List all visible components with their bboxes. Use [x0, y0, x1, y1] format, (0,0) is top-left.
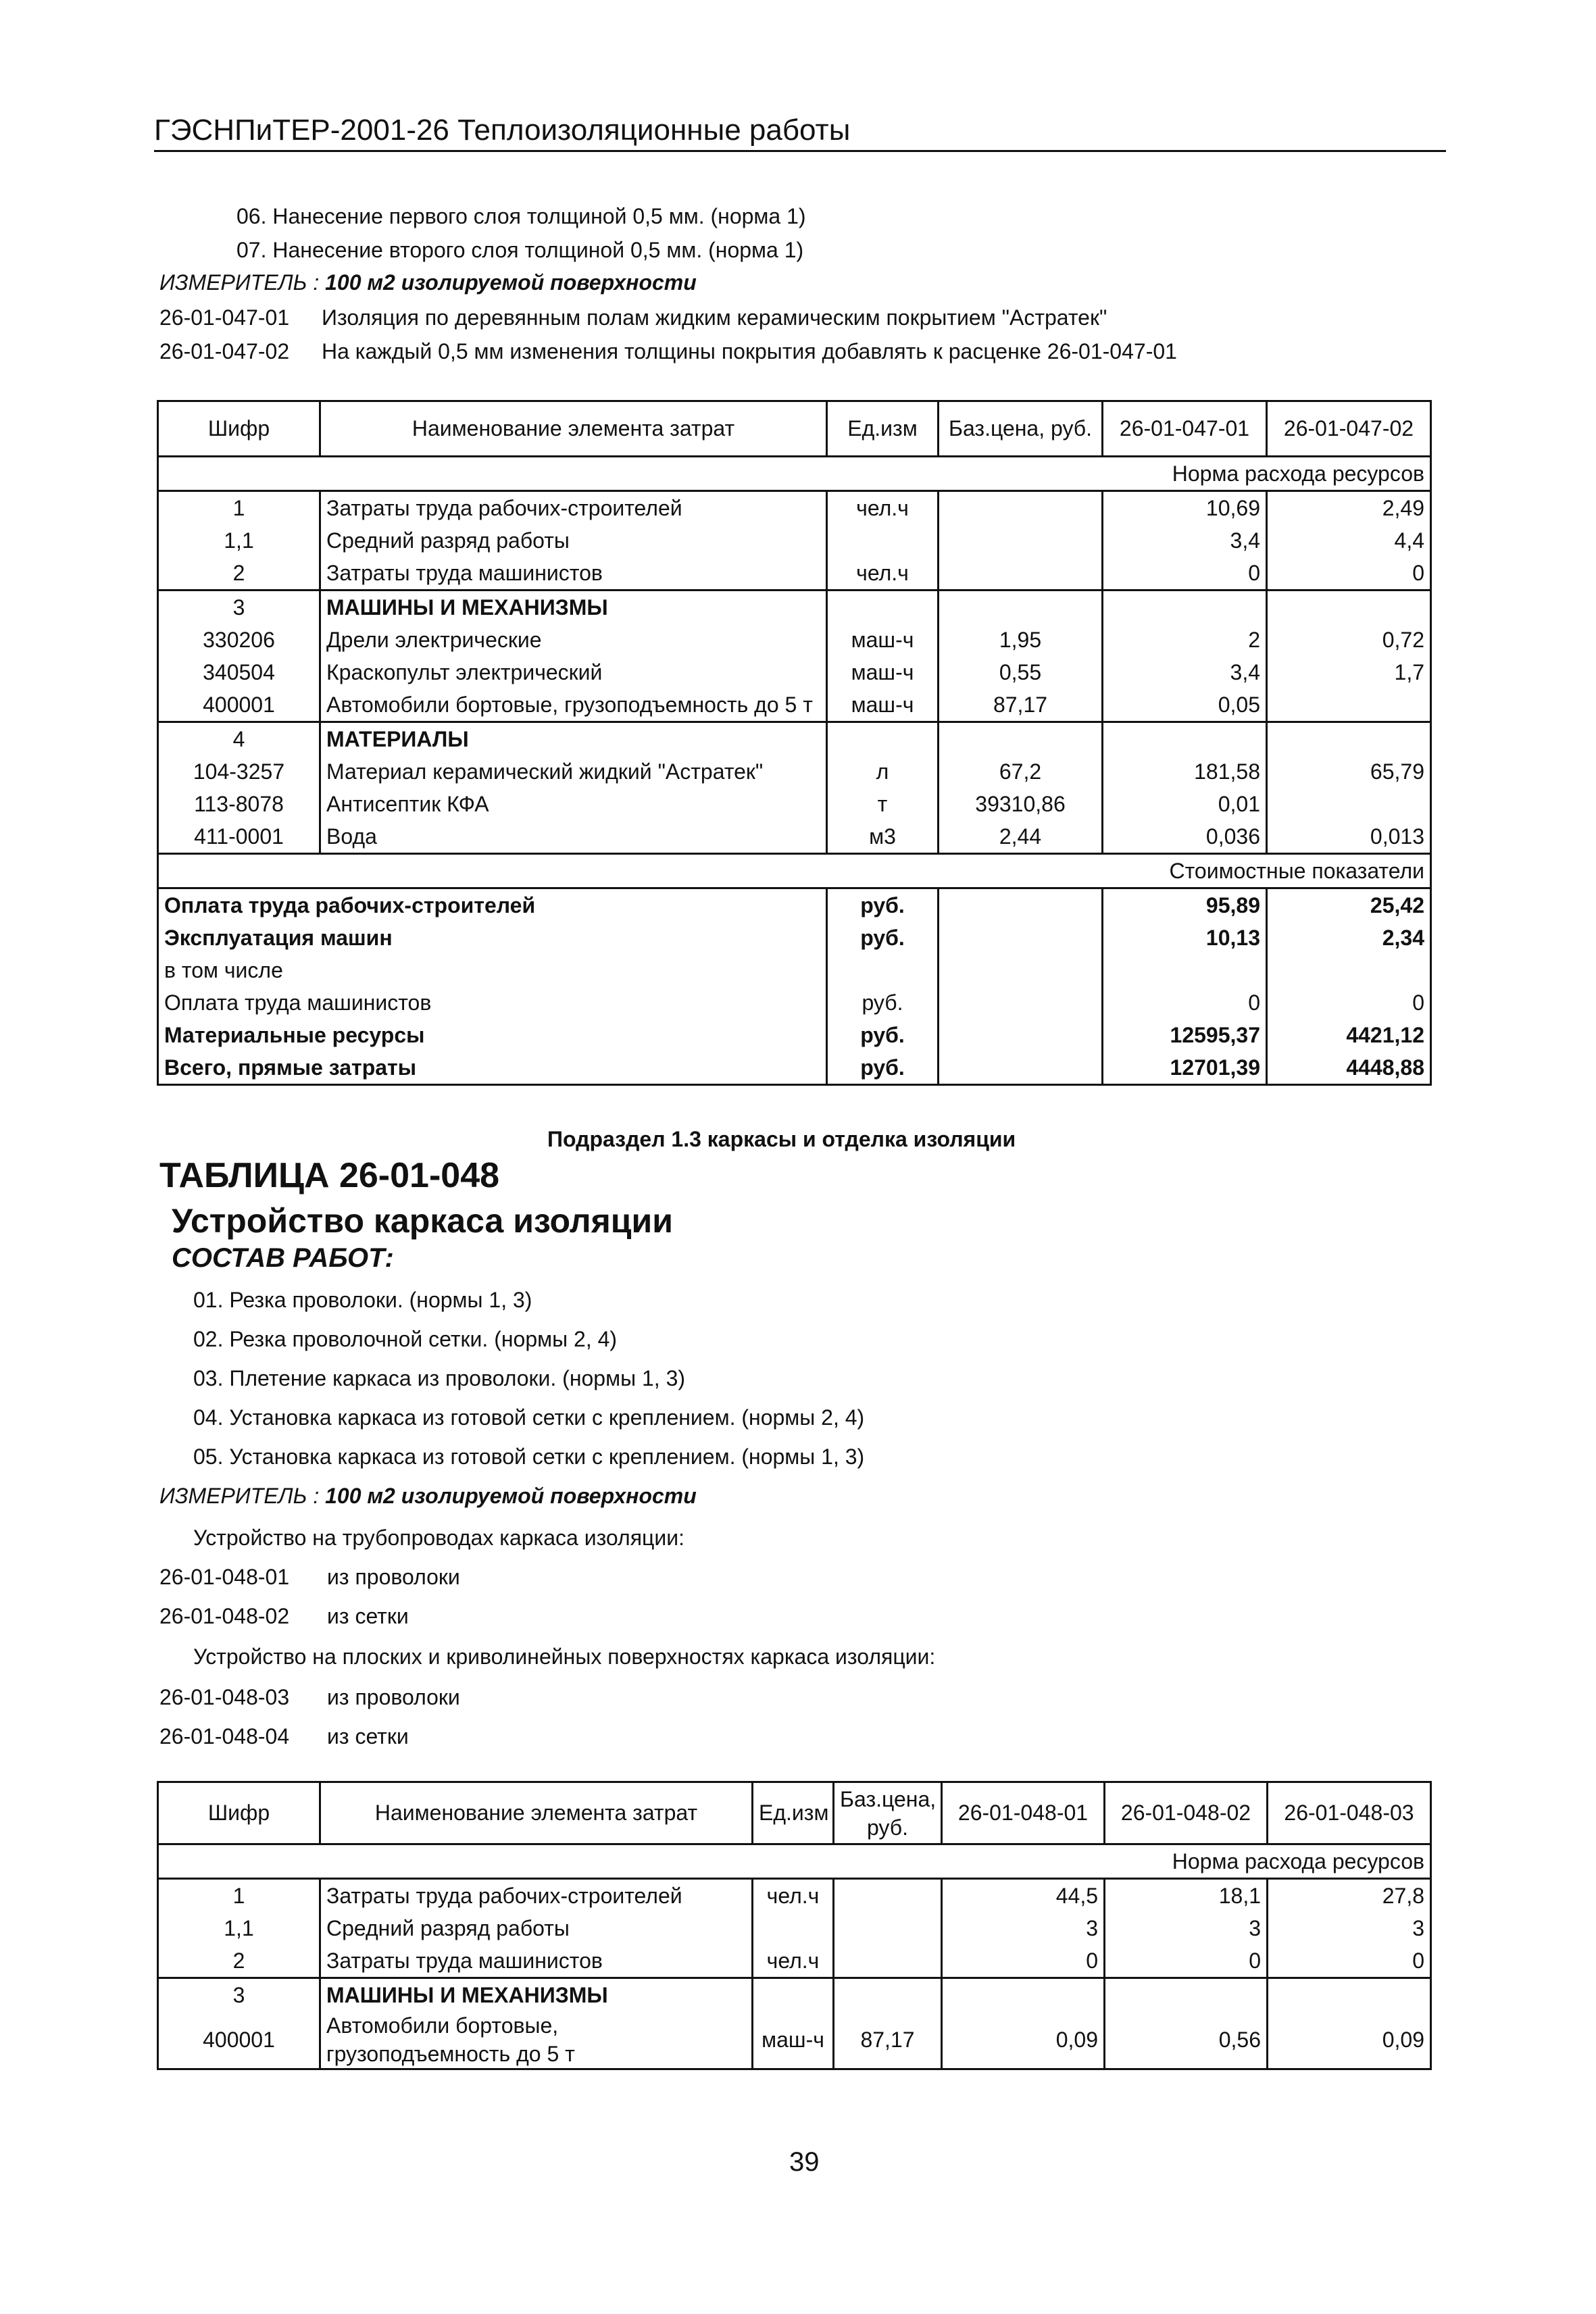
- cost-unit: руб.: [827, 1051, 939, 1085]
- cost-value-1: 10,13: [1103, 922, 1267, 954]
- measure-label: ИЗМЕРИТЕЛЬ :: [159, 270, 320, 295]
- row-value-2: 18,1: [1105, 1879, 1268, 1913]
- cost-unit: руб.: [827, 986, 939, 1019]
- col-header-unit: Ед.изм: [753, 1782, 834, 1844]
- cost-value-2: 25,42: [1267, 888, 1431, 922]
- row-value-1: 0,09: [942, 2011, 1105, 2069]
- table-row: [158, 624, 1431, 656]
- cost-name: в том числе: [158, 954, 827, 986]
- row-value-1: 0,05: [1103, 688, 1267, 722]
- cost-empty: [939, 1051, 1103, 1085]
- cost-unit: руб.: [827, 888, 939, 922]
- row-code: 2: [158, 1944, 320, 1978]
- row-name: МАШИНЫ И МЕХАНИЗМЫ: [320, 1978, 753, 2012]
- row-value-1: 0,036: [1103, 820, 1267, 854]
- col-header-code: Шифр: [158, 1782, 320, 1844]
- row-name: Затраты труда машинистов: [320, 557, 827, 590]
- row-price: [834, 1944, 942, 1978]
- cost-value-1: 12595,37: [1103, 1019, 1267, 1051]
- page-header-title: ГЭСНПиТЕР-2001-26 Теплоизоляционные работы: [154, 114, 851, 147]
- cost-empty: [939, 1019, 1103, 1051]
- col-header-norm-3: 26-01-048-03: [1268, 1782, 1431, 1844]
- cost-empty: [939, 986, 1103, 1019]
- table-row: [158, 524, 1431, 557]
- row-price: 0,55: [939, 656, 1103, 688]
- row-name: МАШИНЫ И МЕХАНИЗМЫ: [320, 590, 827, 624]
- table-row: [158, 2011, 1431, 2069]
- row-name: Автомобили бортовые, грузоподъемность до 5 т: [320, 2011, 753, 2069]
- work-item: 06. Нанесение первого слоя толщиной 0,5 мм. (норма 1): [236, 204, 806, 228]
- row-value-2: [1105, 1978, 1268, 2012]
- cost-value-2: [1267, 954, 1431, 986]
- row-unit: т: [827, 788, 939, 820]
- row-unit: чел.ч: [827, 491, 939, 525]
- row-name: Антисептик КФА: [320, 788, 827, 820]
- row-name: Затраты труда машинистов: [320, 1944, 753, 1978]
- row-code: 104-3257: [158, 755, 320, 788]
- row-price: [939, 722, 1103, 756]
- row-price: [939, 491, 1103, 525]
- row-value-2: 0,72: [1267, 624, 1431, 656]
- measure-value: 100 м2 изолируемой поверхности: [325, 1484, 697, 1508]
- work-item: 03. Плетение каркаса из проволоки. (нормы 1, 3): [193, 1366, 686, 1390]
- flat-label: Устройство на плоских и криволинейных поверхностях каркаса изоляции:: [193, 1644, 936, 1669]
- col-header-norm-1: 26-01-048-01: [942, 1782, 1105, 1844]
- row-price: [939, 590, 1103, 624]
- row-unit: [827, 590, 939, 624]
- col-header-norm-2: 26-01-048-02: [1105, 1782, 1268, 1844]
- norm-label-row: Норма расхода ресурсов: [158, 1844, 1431, 1879]
- row-name: Средний разряд работы: [320, 1912, 753, 1944]
- cost-name: Всего, прямые затраты: [158, 1051, 827, 1085]
- row-name: Затраты труда рабочих-строителей: [320, 1879, 753, 1913]
- row-value-1: [1103, 722, 1267, 756]
- section-heading: Устройство каркаса изоляции: [172, 1202, 673, 1240]
- row-price: 2,44: [939, 820, 1103, 854]
- row-value-1: 2: [1103, 624, 1267, 656]
- header-rule: [154, 150, 1446, 152]
- pipes-label: Устройство на трубопроводах каркаса изоляции:: [193, 1526, 684, 1550]
- work-item: 02. Резка проволочной сетки. (нормы 2, 4): [193, 1327, 618, 1351]
- cost-value-1: 12701,39: [1103, 1051, 1267, 1085]
- code: 26-01-048-01: [159, 1565, 290, 1589]
- row-price: 87,17: [939, 688, 1103, 722]
- row-value-2: [1267, 688, 1431, 722]
- cost-value-2: 4421,12: [1267, 1019, 1431, 1051]
- cost-row: [158, 954, 1431, 986]
- row-unit: [827, 524, 939, 557]
- subsection-title: Подраздел 1.3 каркасы и отделка изоляции: [547, 1127, 1016, 1151]
- row-value-3: 0,09: [1268, 2011, 1431, 2069]
- row-name: Дрели электрические: [320, 624, 827, 656]
- cost-label-row: Стоимостные показатели: [158, 854, 1431, 888]
- row-unit: [753, 1912, 834, 1944]
- col-header-price: Баз.цена, руб.: [834, 1782, 942, 1844]
- row-value-2: 0,013: [1267, 820, 1431, 854]
- work-item: 07. Нанесение второго слоя толщиной 0,5 мм. (норма 1): [236, 238, 804, 262]
- row-value-1: [1103, 590, 1267, 624]
- cost-name: Эксплуатация машин: [158, 922, 827, 954]
- row-value-2: [1267, 590, 1431, 624]
- row-code: 113-8078: [158, 788, 320, 820]
- page-number: 39: [789, 2147, 820, 2177]
- row-name: Автомобили бортовые, грузоподъемность до 5 т: [320, 688, 827, 722]
- col-header-norm-2: 26-01-047-02: [1267, 401, 1431, 457]
- table-row: [158, 788, 1431, 820]
- cost-value-1: [1103, 954, 1267, 986]
- cost-empty: [939, 954, 1103, 986]
- code-desc: из проволоки: [327, 1685, 460, 1709]
- cost-name: Оплата труда машинистов: [158, 986, 827, 1019]
- row-price: 67,2: [939, 755, 1103, 788]
- cost-row: [158, 1051, 1431, 1085]
- cost-unit: руб.: [827, 1019, 939, 1051]
- row-unit: маш-ч: [827, 624, 939, 656]
- row-value-2: 4,4: [1267, 524, 1431, 557]
- row-unit: л: [827, 755, 939, 788]
- code: 26-01-048-04: [159, 1724, 290, 1749]
- row-code: 1: [158, 491, 320, 525]
- row-code: 411-0001: [158, 820, 320, 854]
- table-row: [158, 820, 1431, 854]
- row-value-2: [1267, 722, 1431, 756]
- row-name: Средний разряд работы: [320, 524, 827, 557]
- row-code: 340504: [158, 656, 320, 688]
- row-value-2: 0,56: [1105, 2011, 1268, 2069]
- row-value-1: 10,69: [1103, 491, 1267, 525]
- col-header-code: Шифр: [158, 401, 320, 457]
- row-value-2: 0: [1267, 557, 1431, 590]
- code: 26-01-048-02: [159, 1604, 290, 1628]
- row-price: 1,95: [939, 624, 1103, 656]
- table-title: ТАБЛИЦА 26-01-048: [159, 1156, 500, 1195]
- cost-name: Оплата труда рабочих-строителей: [158, 888, 827, 922]
- cost-value-2: 0: [1267, 986, 1431, 1019]
- row-name: МАТЕРИАЛЫ: [320, 722, 827, 756]
- row-value-1: 3,4: [1103, 524, 1267, 557]
- row-code: 1,1: [158, 1912, 320, 1944]
- col-header-name: Наименование элемента затрат: [320, 401, 827, 457]
- cost-empty: [939, 888, 1103, 922]
- row-value-2: 2,49: [1267, 491, 1431, 525]
- row-name: Затраты труда рабочих-строителей: [320, 491, 827, 525]
- code: 26-01-047-02: [159, 339, 290, 363]
- row-unit: чел.ч: [827, 557, 939, 590]
- row-price: [939, 524, 1103, 557]
- cost-value-1: 95,89: [1103, 888, 1267, 922]
- col-header-norm-1: 26-01-047-01: [1103, 401, 1267, 457]
- resource-table-047: [157, 400, 1432, 1086]
- table-row: [158, 722, 1431, 756]
- work-item: 04. Установка каркаса из готовой сетки с креплением. (нормы 2, 4): [193, 1405, 865, 1430]
- col-header-price: Баз.цена, руб.: [939, 401, 1103, 457]
- row-code: 1: [158, 1879, 320, 1913]
- row-code: 3: [158, 590, 320, 624]
- measure-line: [159, 1484, 697, 1509]
- table-row: [158, 1944, 1431, 1978]
- row-unit: чел.ч: [753, 1944, 834, 1978]
- row-value-1: 3,4: [1103, 656, 1267, 688]
- cost-row: [158, 888, 1431, 922]
- row-code: 3: [158, 1978, 320, 2012]
- row-name: Материал керамический жидкий "Астратек": [320, 755, 827, 788]
- col-header-unit: Ед.изм: [827, 401, 939, 457]
- row-price: [834, 1912, 942, 1944]
- row-value-1: [942, 1978, 1105, 2012]
- cost-row: [158, 986, 1431, 1019]
- cost-row: [158, 1019, 1431, 1051]
- row-value-2: 1,7: [1267, 656, 1431, 688]
- row-value-1: 3: [942, 1912, 1105, 1944]
- code-desc: из сетки: [327, 1604, 409, 1628]
- row-value-1: 181,58: [1103, 755, 1267, 788]
- row-value-2: 65,79: [1267, 755, 1431, 788]
- table-row: [158, 1912, 1431, 1944]
- row-price: 39310,86: [939, 788, 1103, 820]
- cost-name: Материальные ресурсы: [158, 1019, 827, 1051]
- cost-empty: [939, 922, 1103, 954]
- row-value-3: 3: [1268, 1912, 1431, 1944]
- row-value-2: [1267, 788, 1431, 820]
- cost-row: [158, 922, 1431, 954]
- table-row: [158, 557, 1431, 590]
- col-header-name: Наименование элемента затрат: [320, 1782, 753, 1844]
- row-code: 330206: [158, 624, 320, 656]
- work-item: 01. Резка проволоки. (нормы 1, 3): [193, 1288, 532, 1312]
- row-price: [834, 1978, 942, 2012]
- row-code: 400001: [158, 688, 320, 722]
- table-row: [158, 688, 1431, 722]
- cost-unit: руб.: [827, 922, 939, 954]
- row-value-1: 44,5: [942, 1879, 1105, 1913]
- row-value-3: 27,8: [1268, 1879, 1431, 1913]
- measure-value: 100 м2 изолируемой поверхности: [325, 270, 697, 295]
- cost-value-2: 2,34: [1267, 922, 1431, 954]
- code: 26-01-047-01: [159, 305, 290, 330]
- measure-line: [159, 270, 697, 295]
- table-row: [158, 491, 1431, 525]
- measure-label: ИЗМЕРИТЕЛЬ :: [159, 1484, 320, 1508]
- row-code: 2: [158, 557, 320, 590]
- row-unit: маш-ч: [753, 2011, 834, 2069]
- works-label: СОСТАВ РАБОТ:: [172, 1243, 394, 1273]
- row-unit: маш-ч: [827, 656, 939, 688]
- row-code: 4: [158, 722, 320, 756]
- work-item: 05. Установка каркаса из готовой сетки с креплением. (нормы 1, 3): [193, 1444, 865, 1469]
- row-unit: [753, 1978, 834, 2012]
- table-row: [158, 1978, 1431, 2012]
- row-price: [834, 1879, 942, 1913]
- norm-label-row: Норма расхода ресурсов: [158, 457, 1431, 491]
- table-row: [158, 656, 1431, 688]
- row-code: 1,1: [158, 524, 320, 557]
- row-value-3: [1268, 1978, 1431, 2012]
- row-code: 400001: [158, 2011, 320, 2069]
- code: 26-01-048-03: [159, 1685, 290, 1709]
- row-name: Вода: [320, 820, 827, 854]
- row-value-2: 3: [1105, 1912, 1268, 1944]
- table-row: [158, 1879, 1431, 1913]
- row-unit: м3: [827, 820, 939, 854]
- row-price: [939, 557, 1103, 590]
- table-row: [158, 590, 1431, 624]
- row-value-1: 0: [1103, 557, 1267, 590]
- cost-value-1: 0: [1103, 986, 1267, 1019]
- row-value-1: 0: [942, 1944, 1105, 1978]
- code-desc: На каждый 0,5 мм изменения толщины покрытия добавлять к расценке 26-01-047-01: [322, 339, 1177, 363]
- row-value-1: 0,01: [1103, 788, 1267, 820]
- row-unit: чел.ч: [753, 1879, 834, 1913]
- row-price: 87,17: [834, 2011, 942, 2069]
- code-desc: из сетки: [327, 1724, 409, 1749]
- row-name: Краскопульт электрический: [320, 656, 827, 688]
- resource-table-048: [157, 1781, 1432, 2070]
- row-value-2: 0: [1105, 1944, 1268, 1978]
- row-unit: маш-ч: [827, 688, 939, 722]
- table-row: [158, 755, 1431, 788]
- row-value-3: 0: [1268, 1944, 1431, 1978]
- code-desc: Изоляция по деревянным полам жидким керамическим покрытием "Астратек": [322, 305, 1107, 330]
- cost-unit: [827, 954, 939, 986]
- code-desc: из проволоки: [327, 1565, 460, 1589]
- row-unit: [827, 722, 939, 756]
- cost-value-2: 4448,88: [1267, 1051, 1431, 1085]
